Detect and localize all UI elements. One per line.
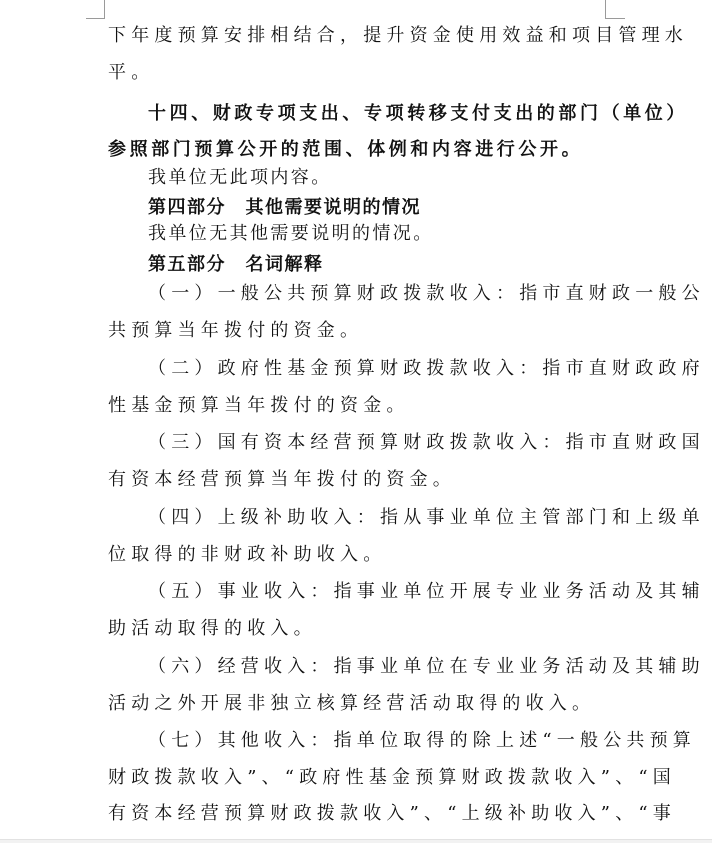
definition-line: 共预算当年拨付的资金。: [108, 320, 364, 341]
definition-line: （七）其他收入：指单位取得的除上述“一般公共预算: [148, 730, 696, 751]
paragraph-line: 下年度预算安排相结合，提升资金使用效益和项目管理水: [108, 25, 688, 46]
paragraph-line: 平。: [108, 62, 155, 83]
definition-line: （一）一般公共预算财政拨款收入：指市直财政一般公: [148, 283, 705, 304]
definition-line: 有资本经营预算当年拨付的资金。: [108, 469, 456, 490]
definition-line: 性基金预算当年拨付的资金。: [108, 395, 410, 416]
part-five-heading: 第五部分 名词解释: [148, 254, 324, 275]
definition-line: （四）上级补助收入：指从事业单位主管部门和上级单: [148, 507, 705, 528]
crop-mark-top-left-vertical: [104, 0, 105, 19]
paragraph-line: 我单位无此项内容。: [148, 167, 332, 188]
section-heading-14-line: 参照部门预算公开的范围、体例和内容进行公开。: [108, 139, 584, 160]
definition-line: （六）经营收入：指事业单位在专业业务活动及其辅助: [148, 656, 705, 677]
crop-mark-top-right-horizontal: [605, 18, 625, 19]
definition-line: （三）国有资本经营预算财政拨款收入：指市直财政国: [148, 432, 705, 453]
part-four-heading: 第四部分 其他需要说明的情况: [148, 197, 421, 218]
definition-line: 有资本经营预算财政拨款收入”、“上级补助收入”、“事: [108, 803, 677, 824]
page-bottom-edge: [0, 839, 712, 843]
paragraph-line: 我单位无其他需要说明的情况。: [148, 223, 434, 244]
definition-line: 财政拨款收入”、“政府性基金预算财政拨款收入”、“国: [108, 767, 677, 788]
definition-line: 活动之外开展非独立核算经营活动取得的收入。: [108, 693, 596, 714]
definition-line: 位取得的非财政补助收入。: [108, 544, 387, 565]
section-heading-14-line: 十四、财政专项支出、专项转移支付支出的部门（单位）: [148, 103, 688, 124]
definition-line: 助活动取得的收入。: [108, 618, 317, 639]
definition-line: （二）政府性基金预算财政拨款收入：指市直财政政府: [148, 358, 705, 379]
crop-mark-top-left-horizontal: [86, 18, 104, 19]
definition-line: （五）事业收入：指事业单位开展专业业务活动及其辅: [148, 581, 705, 602]
crop-mark-top-right-vertical: [605, 0, 606, 19]
